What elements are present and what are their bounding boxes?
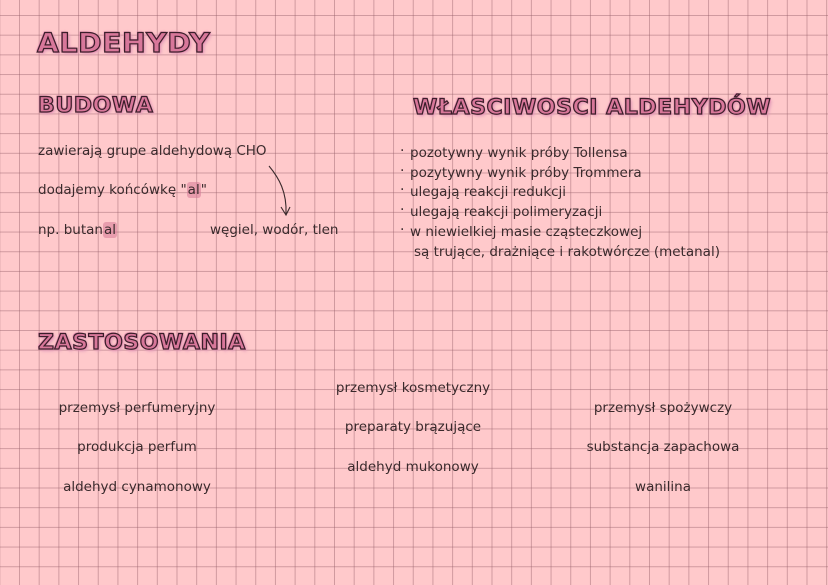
bullet-icon: · xyxy=(400,221,405,238)
property-item: · pozotywny wynik próby Tollensa xyxy=(400,143,628,161)
budowa-line-group: zawierają grupe aldehydową CHO xyxy=(38,143,267,159)
property-continuation: są trujące, drażniące i rakotwórcze (metanal) xyxy=(414,243,720,260)
property-item: · w niewielkiej masie cząsteczkowej xyxy=(400,221,643,240)
bullet-icon: · xyxy=(400,182,405,199)
use-item: aldehyd cynamonowy xyxy=(63,479,211,495)
arrow-down-icon xyxy=(265,164,295,220)
page-title: ALDEHYDY xyxy=(37,28,211,59)
budowa-line-suffix xyxy=(38,182,207,198)
use-item: przemysł perfumeryjny xyxy=(58,400,216,416)
properties-list xyxy=(400,144,720,262)
example-prefix: np. butan xyxy=(38,222,103,238)
zastosowania-heading: ZASTOSOWANIA xyxy=(38,330,246,354)
suffix-prefix: dodajemy końcówkę " xyxy=(38,182,187,198)
use-item: wanilina xyxy=(635,479,691,495)
property-item: · pozytywny wynik próby Trommera xyxy=(400,162,642,181)
bullet-icon: · xyxy=(400,162,405,179)
budowa-line-example xyxy=(38,222,117,238)
use-item: produkcja perfum xyxy=(77,439,197,455)
property-item: · ulegają reakcji redukcji xyxy=(400,182,567,201)
use-item: preparaty brązujące xyxy=(344,419,482,435)
use-item: przemysł spożywczy xyxy=(593,400,733,416)
bullet-icon: · xyxy=(400,143,405,159)
wlasciwosci-heading: WŁASCIWOSCI ALDEHYDÓW xyxy=(413,95,772,119)
use-item: przemysł kosmetyczny xyxy=(335,380,491,396)
use-item: substancja zapachowa xyxy=(586,439,740,455)
suffix-highlight: al xyxy=(187,182,200,198)
budowa-heading: BUDOWA xyxy=(38,93,154,117)
cho-elements: węgiel, wodór, tlen xyxy=(210,222,339,238)
use-item: aldehyd mukonowy xyxy=(347,459,479,475)
example-highlight: al xyxy=(103,222,116,238)
bullet-icon: · xyxy=(400,202,405,219)
suffix-close: " xyxy=(200,182,207,198)
property-item: · ulegają reakcji polimeryzacji xyxy=(400,202,603,221)
